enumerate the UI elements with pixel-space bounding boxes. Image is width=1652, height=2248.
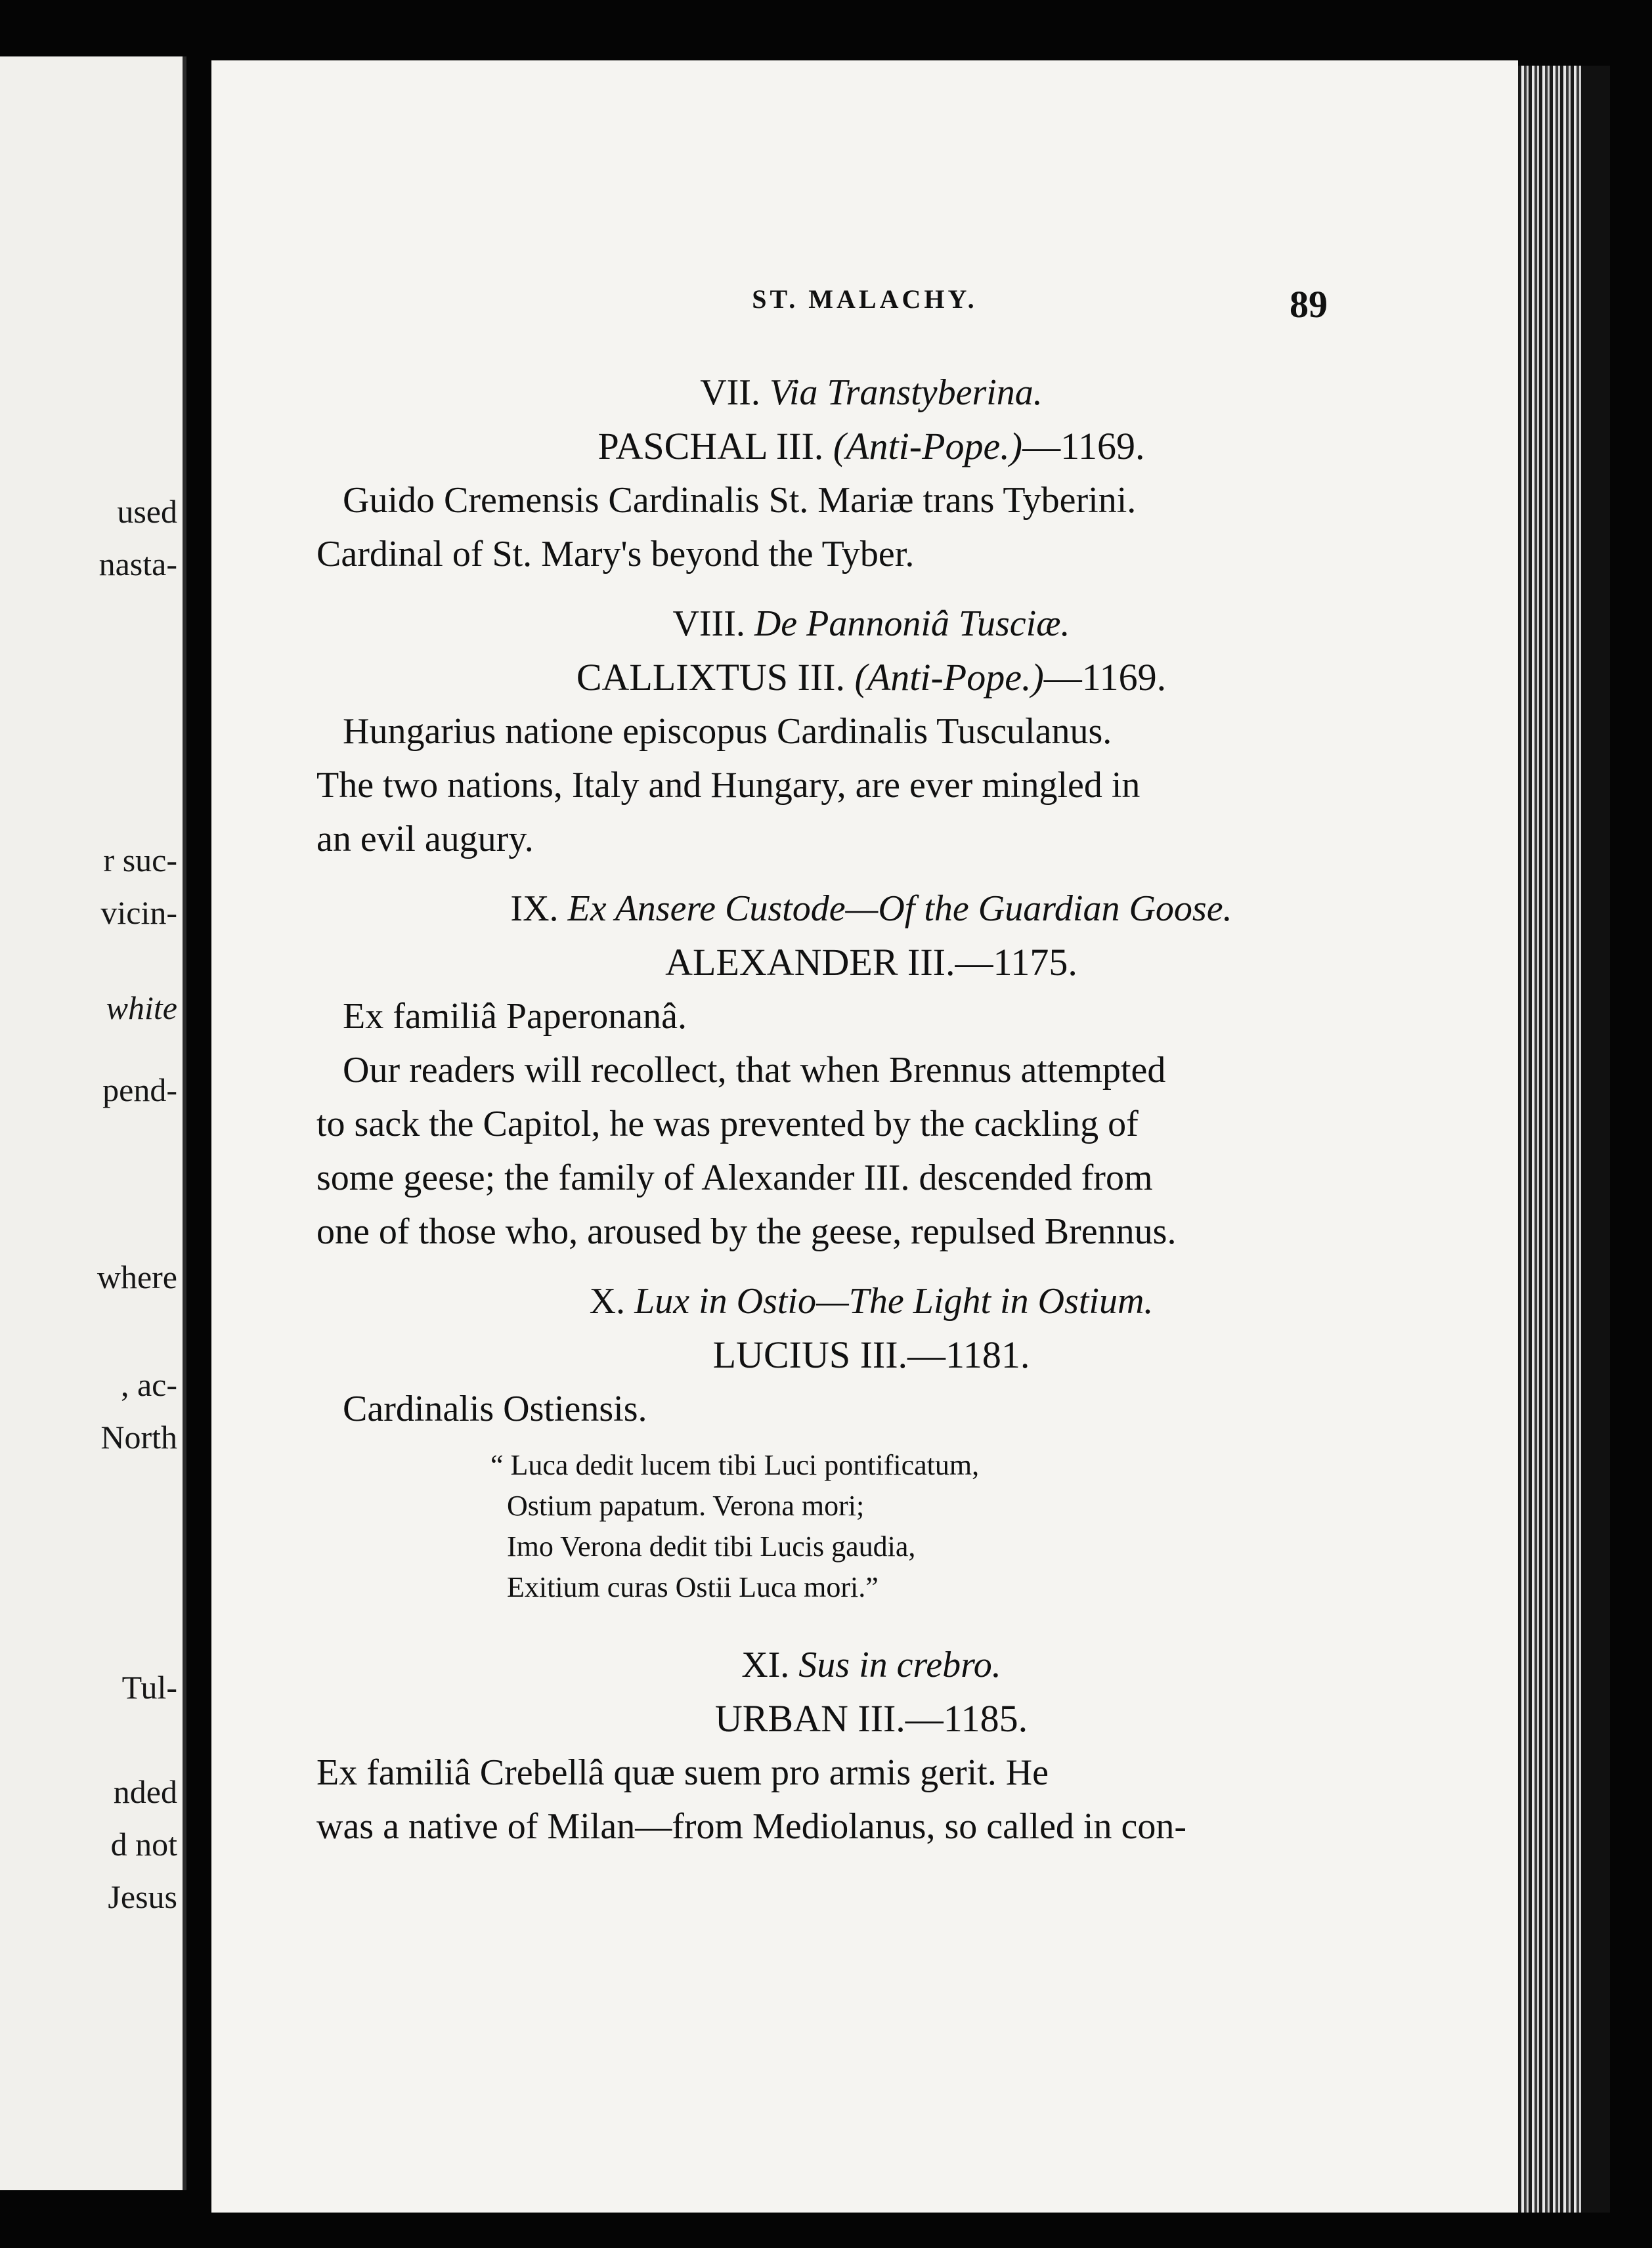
- left-page-fragment: [0, 56, 186, 2190]
- left-text-fragment: , ac-: [120, 1366, 177, 1403]
- pope-name: PASCHAL III.: [598, 425, 824, 467]
- motto-number: XI.: [741, 1645, 790, 1685]
- pope-heading: LUCIUS III.—1181.: [712, 1333, 1030, 1376]
- verse-line: Exitium curas Ostii Luca mori.”: [507, 1571, 879, 1603]
- motto-line: [316, 597, 1426, 651]
- left-text-fragment: nasta-: [98, 546, 177, 582]
- motto-line: [316, 366, 1426, 420]
- english-line: an evil augury.: [316, 819, 534, 859]
- english-line: some geese; the family of Alexander III. descended from: [316, 1157, 1153, 1198]
- anti-pope-note: (Anti-Pope.): [833, 425, 1023, 467]
- motto-line: [316, 1638, 1426, 1692]
- motto-text: Via Transtyberina.: [769, 372, 1043, 413]
- motto-text: Lux in Ostio—The Light in Ostium.: [634, 1281, 1154, 1322]
- left-text-fragment: pend-: [102, 1071, 177, 1108]
- verse-line: “ Luca dedit lucem tibi Luci pontificatum,: [490, 1449, 980, 1481]
- english-line: The two nations, Italy and Hungary, are ever mingled in: [316, 765, 1141, 806]
- book-page-edges: [1518, 66, 1581, 2213]
- left-text-fragment: Jesus: [108, 1878, 177, 1915]
- latin-line: Ex familiâ Paperonanâ.: [343, 996, 687, 1037]
- left-text-fragment: d not: [110, 1826, 177, 1863]
- page-number: 89: [1290, 283, 1328, 326]
- pope-year: —1169.: [1043, 656, 1167, 699]
- left-text-fragment: r suc-: [103, 842, 177, 878]
- anti-pope-note: (Anti-Pope.): [854, 656, 1044, 699]
- verse-line: Ostium papatum. Verona mori;: [507, 1490, 865, 1522]
- body-line: was a native of Milan—from Mediolanus, so called in con-: [316, 1806, 1186, 1847]
- pope-year: —1169.: [1022, 425, 1145, 467]
- left-text-fragment: where: [97, 1259, 177, 1295]
- motto-line: [316, 1274, 1426, 1328]
- latin-line: Hungarius natione episcopus Cardinalis Tusculanus.: [343, 711, 1112, 752]
- motto-number: IX.: [510, 888, 559, 929]
- motto-number: VIII.: [672, 603, 745, 644]
- left-text-fragment: North: [100, 1419, 177, 1456]
- latin-line: Guido Cremensis Cardinalis St. Mariæ trans Tyberini.: [343, 480, 1137, 521]
- book-spine-shadow: [1581, 66, 1610, 2213]
- body-line: Ex familiâ Crebellâ quæ suem pro armis gerit. He: [316, 1752, 1049, 1793]
- motto-number: VII.: [700, 372, 760, 413]
- running-head: ST. MALACHY.: [752, 284, 978, 314]
- english-line: one of those who, aroused by the geese, repulsed Brennus.: [316, 1211, 1177, 1252]
- english-line: Cardinal of St. Mary's beyond the Tyber.: [316, 534, 915, 574]
- pope-heading: URBAN III.—1185.: [714, 1697, 1028, 1740]
- motto-line: [316, 882, 1426, 936]
- english-line: to sack the Capitol, he was prevented by the cackling of: [316, 1104, 1139, 1144]
- pope-name: CALLIXTUS III.: [576, 656, 845, 699]
- left-text-fragment: used: [117, 493, 177, 530]
- pope-heading: ALEXANDER III.—1175.: [665, 941, 1077, 984]
- left-text-fragment: white: [106, 989, 177, 1026]
- motto-number: X.: [589, 1281, 626, 1322]
- pope-heading: [316, 420, 1426, 473]
- pope-heading: [316, 651, 1426, 704]
- motto-text: De Pannoniâ Tusciæ.: [754, 603, 1070, 644]
- left-text-fragment: nded: [113, 1773, 177, 1810]
- verse-line: Imo Verona dedit tibi Lucis gaudia,: [507, 1530, 916, 1563]
- left-text-fragment: vicin-: [100, 894, 177, 931]
- left-text-fragment: Tul-: [121, 1669, 177, 1706]
- latin-line: Cardinalis Ostiensis.: [343, 1389, 647, 1429]
- book-page: [211, 60, 1518, 2213]
- english-line: Our readers will recollect, that when Brennus attempted: [343, 1050, 1166, 1091]
- motto-text: Ex Ansere Custode—Of the Guardian Goose.: [567, 888, 1232, 929]
- motto-text: Sus in crebro.: [798, 1645, 1001, 1685]
- page-body: [316, 366, 1426, 1853]
